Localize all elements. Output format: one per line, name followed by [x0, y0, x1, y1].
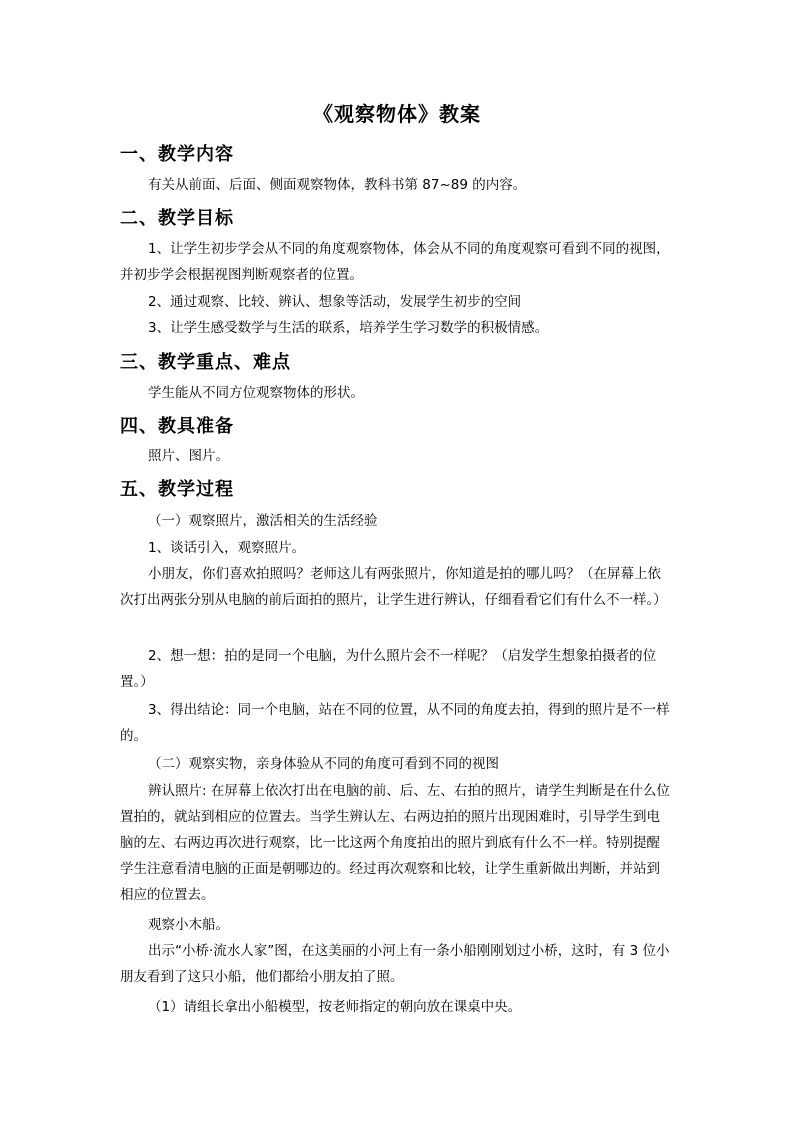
paragraph: 3、得出结论：同一个电脑，站在不同的位置，从不同的角度去拍，得到的照片是不一样的。 — [120, 702, 670, 744]
paragraph: 观察小木船。 — [148, 917, 229, 933]
paragraph: 学生能从不同方位观察物体的形状。 — [148, 385, 364, 401]
section-heading-key-points: 三、教学重点、难点 — [120, 352, 291, 373]
paragraph: 2、想一想：拍的是同一个电脑，为什么照片会不一样呢？（启发学生想象拍摄者的位置。） — [120, 648, 657, 690]
paragraph: 小朋友，你们喜欢拍照吗？老师这儿有两张照片，你知道是拍的哪儿吗？（在屏幕上依次打出两张分别从电脑的前后面拍的照片，让学生进行辨认，仔细看看它们有什么不一样。） — [120, 566, 667, 608]
document-title: 《观察物体》教案 — [313, 102, 481, 126]
paragraph: 3、让学生感受数学与生活的联系，培养学生学习数学的积极情感。 — [148, 320, 549, 336]
section-heading-materials: 四、教具准备 — [120, 416, 234, 437]
paragraph: 照片、图片。 — [148, 448, 229, 464]
section-heading-process: 五、教学过程 — [120, 479, 234, 500]
paragraph: 2、通过观察、比较、辨认、想象等活动，发展学生初步的空间 — [148, 294, 522, 310]
paragraph: 有关从前面、后面、侧面观察物体，教科书第 87~89 的内容。 — [148, 177, 527, 193]
paragraph: 辨认照片: 在屏幕上依次打出在电脑的前、后、左、右拍的照片，请学生判断是在什么位置拍的，就站到相应的位置去。当学生辨认左、右两边拍的照片出现困难时，引导学生到电脑的左、右两边再次进行观察，比一比这两个角度拍出的照片到底有什么不一样。特别提醒学生注意看清电脑的正面是朝哪边的。经过再次观察和比较，让学生重新做出判断，并站到相应的位置去。 — [120, 783, 670, 903]
paragraph: 出示“小桥·流水人家”图，在这美丽的小河上有一条小船刚刚划过小桥，这时，有 3 位小朋友看到了这只小船，他们都给小朋友拍了照。 — [120, 943, 670, 985]
paragraph: 1、谈话引入，观察照片。 — [148, 540, 306, 556]
paragraph: （一）观察照片，激活相关的生活经验 — [148, 513, 378, 529]
section-heading-goals: 二、教学目标 — [120, 208, 234, 229]
paragraph: （二）观察实物，亲身体验从不同的角度可看到不同的视图 — [148, 756, 499, 772]
paragraph: （1）请组长拿出小船模型，按老师指定的朝向放在课桌中央。 — [148, 999, 522, 1015]
paragraph: 1、让学生初步学会从不同的角度观察物体，体会从不同的角度观察可看到不同的视图，并初步学会根据视图判断观察者的位置。 — [120, 241, 670, 283]
section-heading-content: 一、教学内容 — [120, 144, 234, 165]
